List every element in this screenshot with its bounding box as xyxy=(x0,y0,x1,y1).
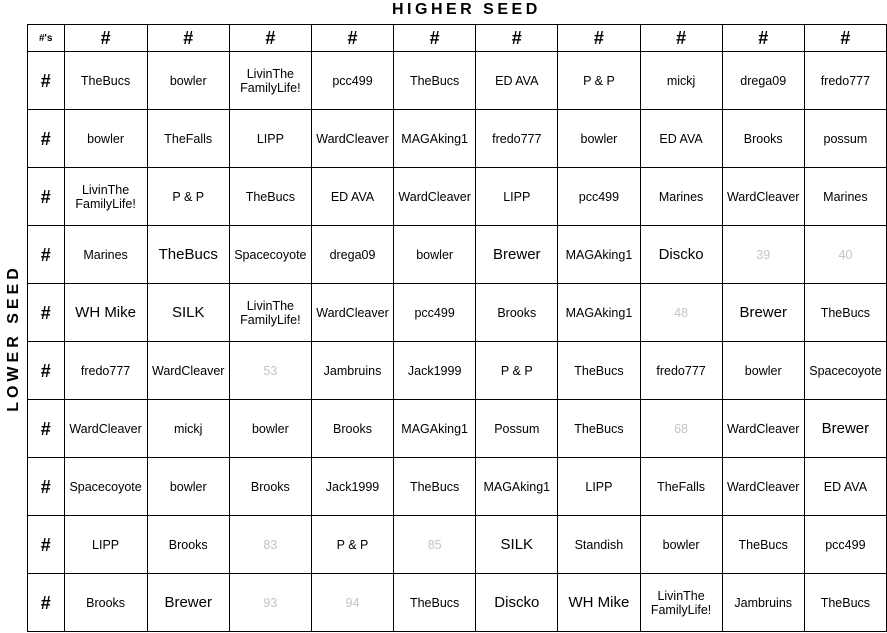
grid-cell[interactable]: Marines xyxy=(804,168,886,226)
grid-row xyxy=(28,52,887,110)
grid-cell[interactable]: Jack1999 xyxy=(394,342,476,400)
grid-cell[interactable]: LivinThe FamilyLife! xyxy=(229,284,311,342)
column-header: # xyxy=(640,25,722,52)
grid-cell[interactable]: Jack1999 xyxy=(311,458,393,516)
grid-cell[interactable]: Possum xyxy=(476,400,558,458)
grid-cell-open[interactable]: 94 xyxy=(311,574,393,632)
grid-cell[interactable]: LIPP xyxy=(229,110,311,168)
grid-row xyxy=(28,226,887,284)
grid-cell[interactable]: Spacecoyote xyxy=(229,226,311,284)
grid-cell[interactable]: WardCleaver xyxy=(722,458,804,516)
grid-cell[interactable]: Brooks xyxy=(722,110,804,168)
row-header: # xyxy=(28,52,65,110)
grid-cell-open[interactable]: 48 xyxy=(640,284,722,342)
grid-cell[interactable]: drega09 xyxy=(722,52,804,110)
grid-cell[interactable]: TheBucs xyxy=(147,226,229,284)
row-header: # xyxy=(28,342,65,400)
grid-cell-open[interactable]: 53 xyxy=(229,342,311,400)
grid-cell[interactable]: Brewer xyxy=(804,400,886,458)
grid-cell[interactable]: Marines xyxy=(64,226,147,284)
row-header: # xyxy=(28,168,65,226)
grid-cell[interactable]: TheFalls xyxy=(640,458,722,516)
grid-cell[interactable]: TheBucs xyxy=(394,458,476,516)
grid-cell[interactable]: Spacecoyote xyxy=(804,342,886,400)
grid-cell[interactable]: ED AVA xyxy=(476,52,558,110)
grid-cell[interactable]: ED AVA xyxy=(311,168,393,226)
column-header: # xyxy=(147,25,229,52)
grid-cell[interactable]: LivinThe FamilyLife! xyxy=(229,52,311,110)
grid-row xyxy=(28,168,887,226)
grid-cell[interactable]: TheBucs xyxy=(722,516,804,574)
grid-cell[interactable]: WardCleaver xyxy=(311,110,393,168)
grid-cell[interactable]: bowler xyxy=(722,342,804,400)
grid-cell[interactable]: bowler xyxy=(229,400,311,458)
grid-cell[interactable]: pcc499 xyxy=(311,52,393,110)
grid-cell[interactable]: WardCleaver xyxy=(722,400,804,458)
grid-cell[interactable]: TheBucs xyxy=(394,52,476,110)
grid-cell[interactable]: TheBucs xyxy=(804,284,886,342)
grid-cell[interactable]: pcc499 xyxy=(804,516,886,574)
grid-cell[interactable]: fredo777 xyxy=(64,342,147,400)
column-header: # xyxy=(64,25,147,52)
grid-cell[interactable]: TheBucs xyxy=(558,342,640,400)
grid-row xyxy=(28,284,887,342)
grid-cell[interactable]: WardCleaver xyxy=(147,342,229,400)
grid-cell[interactable]: bowler xyxy=(394,226,476,284)
grid-cell[interactable]: TheBucs xyxy=(229,168,311,226)
grid-cell[interactable]: MAGAking1 xyxy=(558,226,640,284)
grid-cell-open[interactable]: 39 xyxy=(722,226,804,284)
row-header: # xyxy=(28,458,65,516)
grid-cell[interactable]: Brooks xyxy=(311,400,393,458)
grid-cell[interactable]: fredo777 xyxy=(804,52,886,110)
grid-cell[interactable]: Standish xyxy=(558,516,640,574)
row-header: # xyxy=(28,110,65,168)
grid-row xyxy=(28,342,887,400)
row-header: # xyxy=(28,574,65,632)
grid-cell[interactable]: MAGAking1 xyxy=(394,110,476,168)
grid-cell[interactable]: bowler xyxy=(640,516,722,574)
grid-cell[interactable]: TheBucs xyxy=(804,574,886,632)
grid-cell-open[interactable]: 85 xyxy=(394,516,476,574)
column-header: # xyxy=(558,25,640,52)
grid-cell[interactable]: Brooks xyxy=(229,458,311,516)
grid-cell[interactable]: bowler xyxy=(147,52,229,110)
grid-row xyxy=(28,110,887,168)
grid-row xyxy=(28,516,887,574)
grid-cell[interactable]: TheBucs xyxy=(558,400,640,458)
grid-cell[interactable]: Discko xyxy=(640,226,722,284)
column-header: # xyxy=(394,25,476,52)
grid-cell[interactable]: possum xyxy=(804,110,886,168)
grid-cell[interactable]: P & P xyxy=(311,516,393,574)
grid-cell[interactable]: P & P xyxy=(476,342,558,400)
grid-cell[interactable]: pcc499 xyxy=(558,168,640,226)
grid-cell[interactable]: drega09 xyxy=(311,226,393,284)
grid-cell-open[interactable]: 40 xyxy=(804,226,886,284)
grid-row xyxy=(28,400,887,458)
grid-cell[interactable]: Spacecoyote xyxy=(64,458,147,516)
grid-cell[interactable]: WardCleaver xyxy=(722,168,804,226)
grid-row xyxy=(28,574,887,632)
grid-cell[interactable]: MAGAking1 xyxy=(394,400,476,458)
grid-cell[interactable]: WH Mike xyxy=(64,284,147,342)
grid-cell[interactable]: fredo777 xyxy=(476,110,558,168)
grid-cell[interactable]: LivinThe FamilyLife! xyxy=(64,168,147,226)
column-header: # xyxy=(311,25,393,52)
squares-grid xyxy=(27,24,887,632)
grid-cell[interactable]: SILK xyxy=(147,284,229,342)
grid-cell[interactable]: WH Mike xyxy=(558,574,640,632)
grid-cell[interactable]: fredo777 xyxy=(640,342,722,400)
grid-cell[interactable]: ED AVA xyxy=(640,110,722,168)
grid-cell[interactable]: MAGAking1 xyxy=(476,458,558,516)
grid-cell[interactable]: TheBucs xyxy=(64,52,147,110)
row-header: # xyxy=(28,516,65,574)
corner-label: #'s xyxy=(28,25,65,52)
grid-cell-open[interactable]: 83 xyxy=(229,516,311,574)
grid-cell-open[interactable]: 93 xyxy=(229,574,311,632)
grid-cell[interactable]: Discko xyxy=(476,574,558,632)
grid-cell[interactable]: pcc499 xyxy=(394,284,476,342)
grid-cell[interactable]: WardCleaver xyxy=(311,284,393,342)
higher-seed-title: HIGHER SEED xyxy=(392,1,541,18)
grid-cell[interactable]: Jambruins xyxy=(722,574,804,632)
column-header: # xyxy=(804,25,886,52)
row-header: # xyxy=(28,226,65,284)
grid-cell[interactable]: LIPP xyxy=(476,168,558,226)
grid-cell[interactable]: Brewer xyxy=(476,226,558,284)
row-header: # xyxy=(28,284,65,342)
grid-cell[interactable]: TheFalls xyxy=(147,110,229,168)
row-header: # xyxy=(28,400,65,458)
grid-cell[interactable]: Marines xyxy=(640,168,722,226)
grid-cell[interactable]: bowler xyxy=(558,110,640,168)
grid-cell[interactable]: Brewer xyxy=(147,574,229,632)
grid-cell[interactable]: Brooks xyxy=(64,574,147,632)
column-header: # xyxy=(229,25,311,52)
grid-cell[interactable]: Brewer xyxy=(722,284,804,342)
header-row xyxy=(28,25,887,52)
grid-cell[interactable]: LIPP xyxy=(558,458,640,516)
grid-cell[interactable]: bowler xyxy=(64,110,147,168)
grid-cell[interactable]: LivinThe FamilyLife! xyxy=(640,574,722,632)
column-header: # xyxy=(476,25,558,52)
grid-cell[interactable]: mickj xyxy=(147,400,229,458)
grid-cell[interactable]: Brooks xyxy=(476,284,558,342)
grid-cell[interactable]: P & P xyxy=(147,168,229,226)
grid-cell[interactable]: P & P xyxy=(558,52,640,110)
grid-cell[interactable]: TheBucs xyxy=(394,574,476,632)
grid-cell[interactable]: Jambruins xyxy=(311,342,393,400)
grid-cell[interactable]: Brooks xyxy=(147,516,229,574)
grid-cell[interactable]: ED AVA xyxy=(804,458,886,516)
grid-cell[interactable]: bowler xyxy=(147,458,229,516)
grid-cell[interactable]: mickj xyxy=(640,52,722,110)
grid-cell[interactable]: WardCleaver xyxy=(394,168,476,226)
grid-cell[interactable]: MAGAking1 xyxy=(558,284,640,342)
grid-cell[interactable]: SILK xyxy=(476,516,558,574)
grid-cell[interactable]: WardCleaver xyxy=(64,400,147,458)
lower-seed-title: LOWER SEED xyxy=(5,264,22,412)
grid-row xyxy=(28,458,887,516)
column-header: # xyxy=(722,25,804,52)
grid-cell-open[interactable]: 68 xyxy=(640,400,722,458)
grid-cell[interactable]: LIPP xyxy=(64,516,147,574)
